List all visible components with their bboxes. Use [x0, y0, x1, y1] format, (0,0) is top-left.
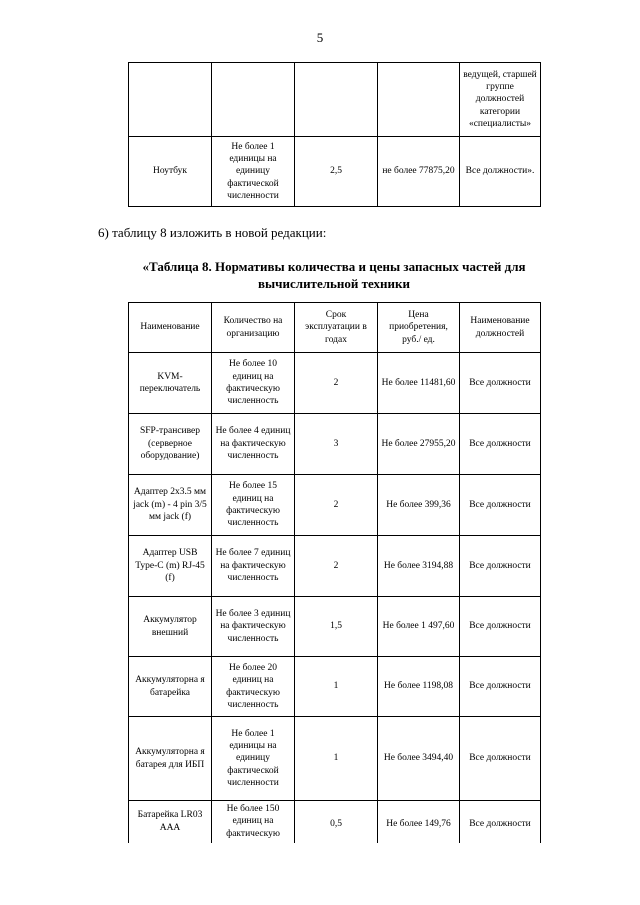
column-header: Количество на организацию [212, 303, 295, 353]
table-cell: Не более 3 единиц на фактическую численность [212, 597, 295, 657]
table-cell: ведущей, старшей группе должностей категории «специалисты» [460, 63, 541, 137]
table-cell: Не более 11481,60 [378, 353, 460, 414]
table-row [129, 63, 541, 137]
table-8 [128, 302, 541, 843]
table-cell: не более 77875,20 [378, 137, 460, 207]
table-cell: Не более 149,76 [378, 801, 460, 843]
table-cell: Все должности [460, 657, 541, 717]
table-cell: Все должности [460, 475, 541, 536]
page-number: 5 [316, 30, 324, 45]
table-cell: Не более 10 единиц на фактическую численность [212, 353, 295, 414]
table-row [129, 717, 541, 801]
table-cell: Не более 399,36 [378, 475, 460, 536]
table-cell: 1,5 [295, 597, 378, 657]
table-7-continuation [128, 62, 541, 207]
table-cell: Аккумуляторна я батарейка [129, 657, 212, 717]
table-cell: Не более 15 единиц на фактическую численность [212, 475, 295, 536]
column-header: Цена приобретения, руб./ ед. [378, 303, 460, 353]
table-cell: Все должности». [460, 137, 541, 207]
table-cell: Все должности [460, 414, 541, 475]
table-cell: KVM-переключатель [129, 353, 212, 414]
table-cell [129, 63, 212, 137]
table-row [129, 536, 541, 597]
table-cell: Все должности [460, 801, 541, 843]
table-cell: Все должности [460, 536, 541, 597]
table-cell: Не более 1 единицы на единицу фактической численности [212, 137, 295, 207]
table-cell: Аккумуляторна я батарея для ИБП [129, 717, 212, 801]
table-cell: Батарейка LR03 ААА [129, 801, 212, 843]
table-row [129, 414, 541, 475]
table-cell: Не более 1 497,60 [378, 597, 460, 657]
column-header: Наименование должностей [460, 303, 541, 353]
table-cell: Не более 7 единиц на фактическую численность [212, 536, 295, 597]
table-cell: 0,5 [295, 801, 378, 843]
table-cell: Ноутбук [129, 137, 212, 207]
table-cell: 2 [295, 353, 378, 414]
table-cell: Не более 150 единиц на фактическую [212, 801, 295, 843]
table-cell: 1 [295, 717, 378, 801]
table-cell [212, 63, 295, 137]
instruction-text: 6) таблицу 8 изложить в новой редакции: [98, 225, 327, 240]
table-row [129, 475, 541, 536]
table-cell: SFP-трансивер (серверное оборудование) [129, 414, 212, 475]
table-cell [295, 63, 378, 137]
table-cell: Аккумулятор внешний [129, 597, 212, 657]
table-cell: Не более 20 единиц на фактическую численность [212, 657, 295, 717]
table-8-title: «Таблица 8. Нормативы количества и цены запасных частей для вычислительной техники [142, 259, 526, 291]
table-cell: 3 [295, 414, 378, 475]
table-cell: 2 [295, 475, 378, 536]
table-cell: Все должности [460, 717, 541, 801]
table-cell: 2 [295, 536, 378, 597]
table-header-row [129, 303, 541, 353]
table-cell [378, 63, 460, 137]
table-cell: Адаптер 2х3.5 мм jack (m) - 4 pin 3/5 мм jack (f) [129, 475, 212, 536]
table-cell: Не более 27955,20 [378, 414, 460, 475]
table-cell: Все должности [460, 597, 541, 657]
table-row [129, 353, 541, 414]
table-cell: Не более 1 единицы на единицу фактической численности [212, 717, 295, 801]
table-cell: Все должности [460, 353, 541, 414]
table-row [129, 597, 541, 657]
table-cell: 1 [295, 657, 378, 717]
table-row [129, 801, 541, 843]
table-row [129, 657, 541, 717]
table-cell: Не более 4 единиц на фактическую численность [212, 414, 295, 475]
column-header: Срок эксплуатации в годах [295, 303, 378, 353]
table-row [129, 137, 541, 207]
table-cell: Не более 1198,08 [378, 657, 460, 717]
table-cell: Не более 3194,88 [378, 536, 460, 597]
table-cell: Не более 3494,40 [378, 717, 460, 801]
table-cell: Адаптер USB Type-C (m) RJ-45 (f) [129, 536, 212, 597]
column-header: Наименование [129, 303, 212, 353]
table-cell: 2,5 [295, 137, 378, 207]
